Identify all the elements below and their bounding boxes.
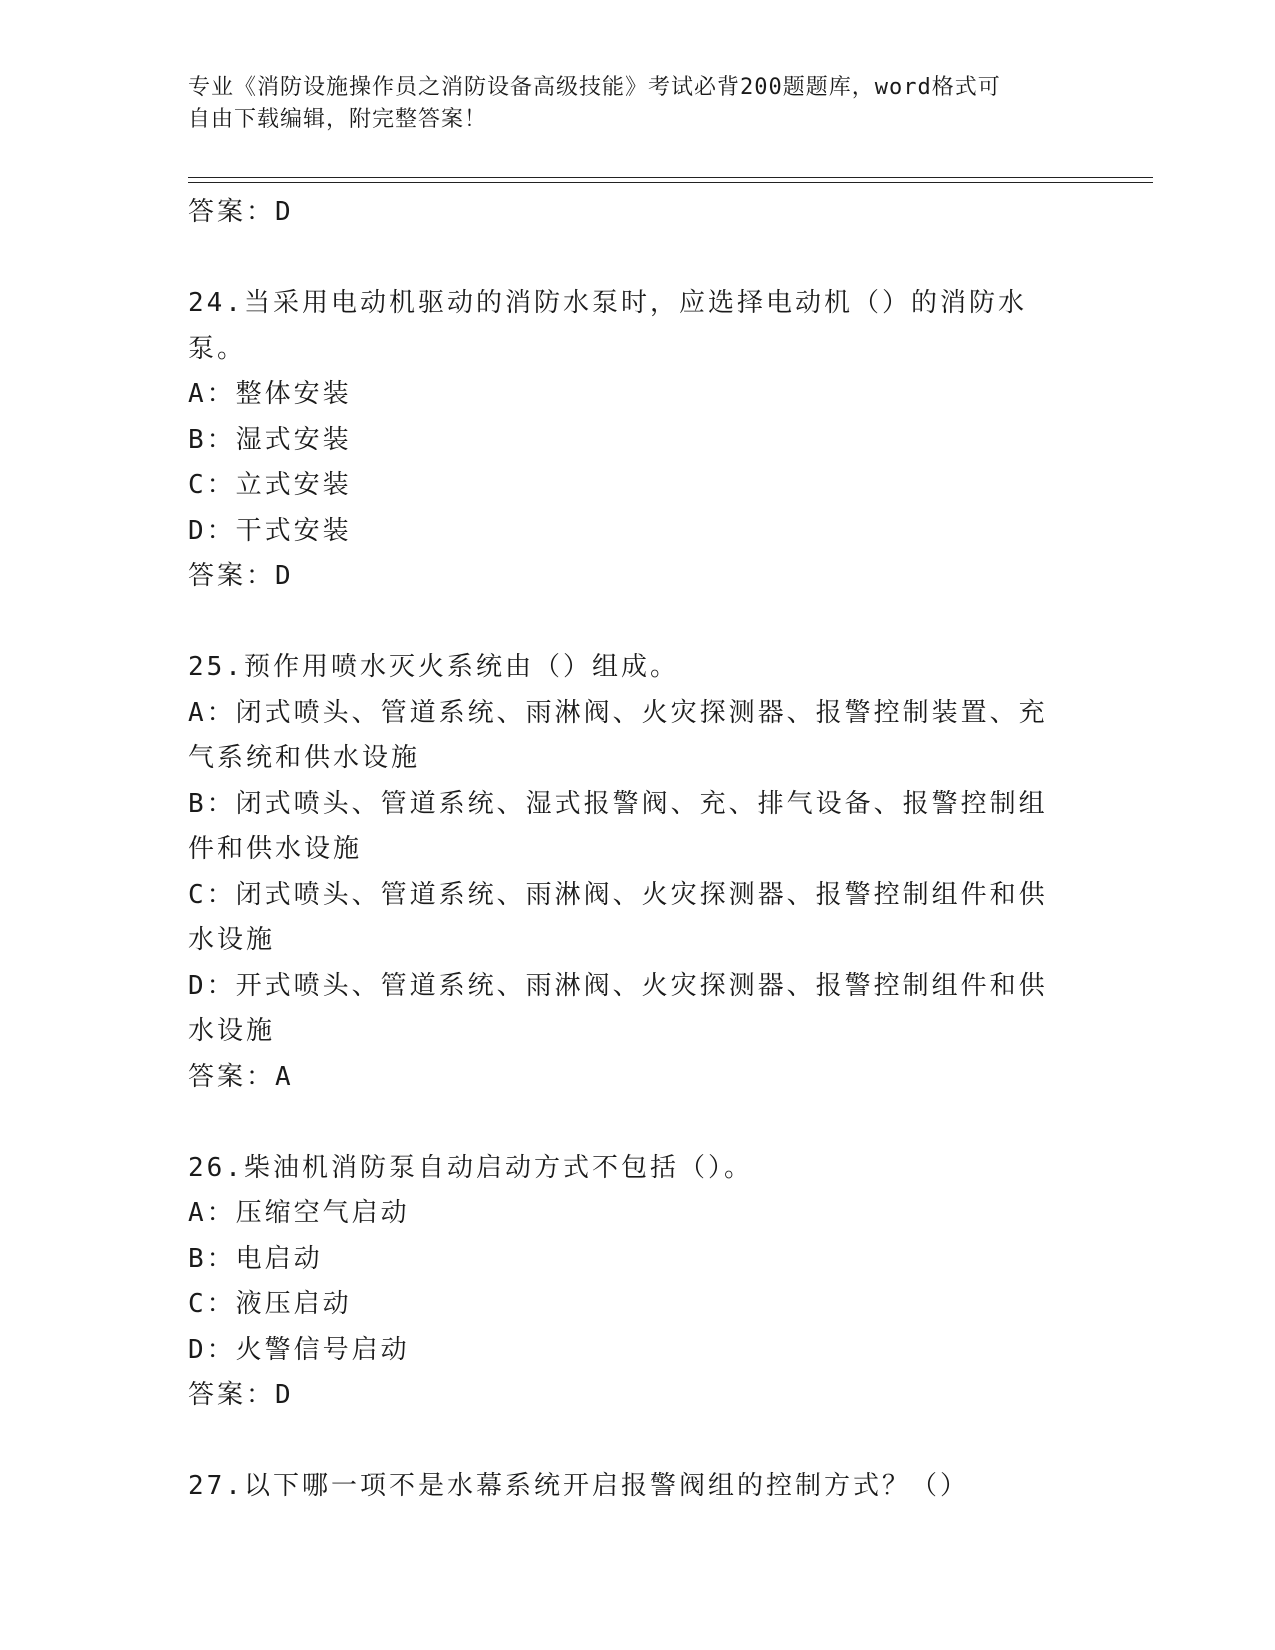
- option-b: B：湿式安装: [188, 424, 352, 455]
- question-26: [188, 1146, 1068, 1419]
- question-stem: 26.柴油机消防泵自动启动方式不包括（）。: [188, 1152, 753, 1183]
- option-d: D：开式喷头、管道系统、雨淋阀、火灾探测器、报警控制组件和供水设施: [188, 970, 1048, 1046]
- header-divider-bottom: [188, 182, 1153, 183]
- document-header: [188, 72, 1068, 136]
- previous-answer: 答案：D: [188, 197, 294, 227]
- answer: 答案：D: [188, 1380, 294, 1410]
- question-27: [188, 1464, 1068, 1510]
- option-a: A：闭式喷头、管道系统、雨淋阀、火灾探测器、报警控制装置、充气系统和供水设施: [188, 697, 1048, 773]
- answer: 答案：A: [188, 1061, 294, 1092]
- option-d: D：火警信号启动: [188, 1334, 410, 1365]
- document-body: [188, 190, 1068, 1510]
- option-c: C：液压启动: [188, 1289, 352, 1319]
- option-c: C：闭式喷头、管道系统、雨淋阀、火灾探测器、报警控制组件和供水设施: [188, 879, 1048, 955]
- question-25: [188, 645, 1068, 1100]
- spacer: [188, 1100, 1068, 1146]
- option-a: A：压缩空气启动: [188, 1198, 410, 1228]
- option-a: A：整体安装: [188, 379, 352, 409]
- option-b: B：闭式喷头、管道系统、湿式报警阀、充、排气设备、报警控制组件和供水设施: [188, 788, 1048, 864]
- answer: 答案：D: [188, 561, 294, 591]
- option-c: C：立式安装: [188, 470, 352, 500]
- question-stem: 25.预作用喷水灭火系统由（）组成。: [188, 652, 679, 682]
- spacer: [188, 600, 1068, 646]
- header-divider-top: [188, 177, 1153, 178]
- option-d: D：干式安装: [188, 515, 352, 546]
- question-stem: 24.当采用电动机驱动的消防水泵时，应选择电动机（）的消防水泵。: [188, 288, 1027, 364]
- question-stem: 27.以下哪一项不是水幕系统开启报警阀组的控制方式？（）: [188, 1471, 969, 1501]
- spacer: [188, 236, 1068, 282]
- question-24: [188, 281, 1068, 600]
- header-line-2: 自由下载编辑，附完整答案！: [188, 107, 488, 132]
- header-line-1: 专业《消防设施操作员之消防设备高级技能》考试必背200题题库，word格式可: [188, 75, 1001, 100]
- option-b: B：电启动: [188, 1243, 323, 1274]
- spacer: [188, 1419, 1068, 1465]
